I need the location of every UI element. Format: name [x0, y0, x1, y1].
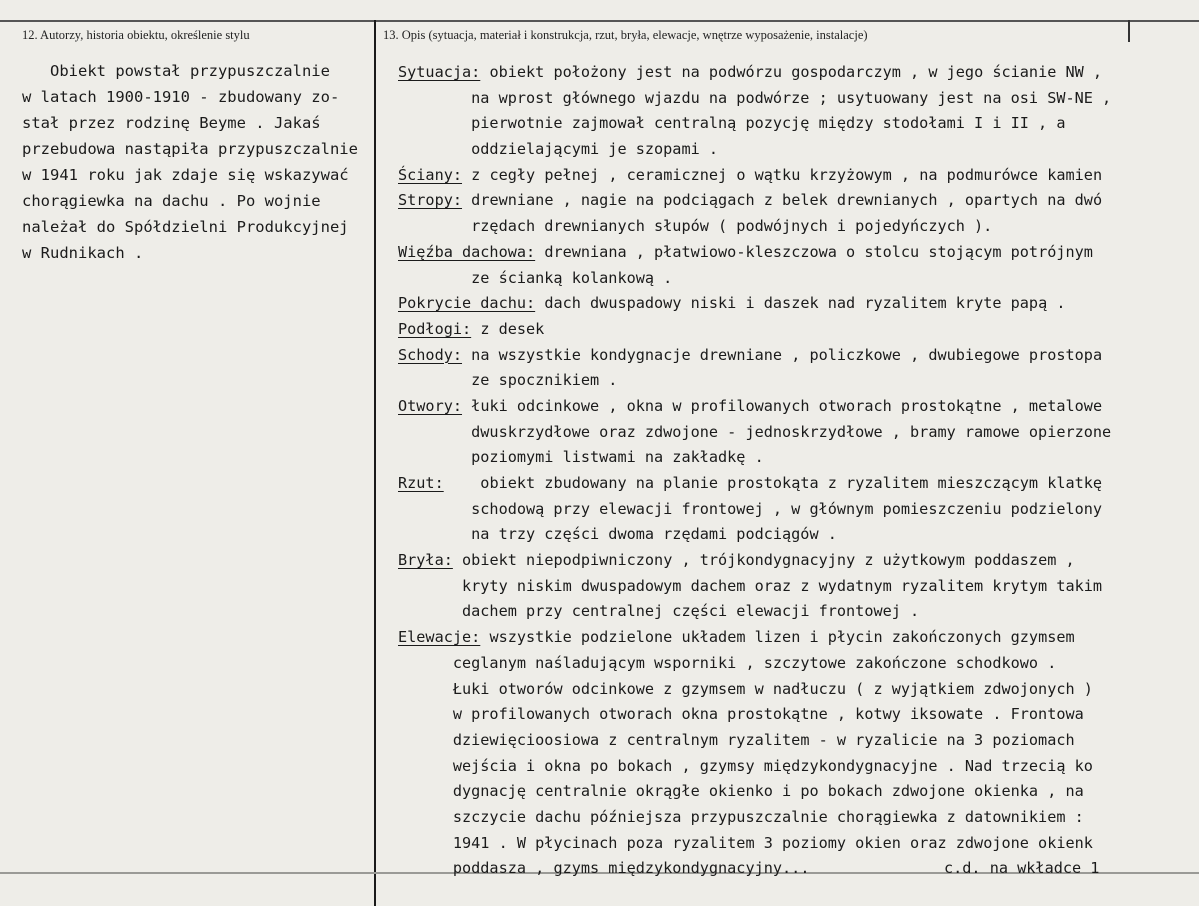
section-text: drewniane , nagie na podciągach z belek drewnianych , opartych na dwó — [471, 191, 1103, 210]
section-first-line — [398, 163, 1196, 189]
section-first-line — [398, 291, 1196, 317]
section-continuation-line — [398, 728, 1196, 754]
section-text: dachem przy centralnej części elewacji frontowej . — [462, 602, 920, 621]
section-continuation-line — [398, 831, 1196, 857]
section-text: dach dwuspadowy niski i daszek nad ryzalitem kryte papą . — [544, 294, 1066, 313]
section-text: Łuki otworów odcinkowe z gzymsem w nadłuczu ( z wyjątkiem zdwojonych ) — [452, 679, 1093, 698]
section-continuation-line — [398, 779, 1196, 805]
section-text: ceglanym naśladującym wsporniki , szczytowe zakończone schodkowo . — [452, 653, 1057, 672]
section-continuation-line — [398, 214, 1196, 240]
section-heading: Pokrycie dachu: — [398, 294, 536, 313]
history-line: w Rudnikach . — [22, 244, 144, 262]
section-continuation-line — [398, 754, 1196, 780]
section-text: szczycie dachu późniejsza przypuszczalnie chorągiewka z datownikiem : — [452, 807, 1084, 826]
history-line: przebudowa nastąpiła przypuszczalnie — [22, 140, 358, 158]
section-continuation-line — [398, 137, 1196, 163]
section-continuation-line — [398, 599, 1196, 625]
section-heading: Podłogi: — [398, 319, 472, 338]
field-12-label: 12. Autorzy, historia obiektu, określenie stylu — [22, 28, 250, 42]
section-text: z desek — [480, 319, 545, 338]
section-text: łuki odcinkowe , okna w profilowanych otworach prostokątne , metalowe — [471, 396, 1103, 415]
section-first-line — [398, 394, 1196, 420]
history-line: należał do Spółdzielni Produkcyjnej — [22, 218, 349, 236]
section-first-line — [398, 240, 1196, 266]
section-first-line — [398, 343, 1196, 369]
history-line: w latach 1900-1910 - zbudowany zo- — [22, 88, 340, 106]
section-text: 1941 . W płycinach poza ryzalitem 3 poziomy okien oraz zdwojone okienk — [452, 833, 1093, 852]
section-text: oddzielającymi je szopami . — [471, 140, 719, 159]
section-first-line — [398, 471, 1196, 497]
history-line: chorągiewka na dachu . Po wojnie — [22, 192, 321, 210]
section-heading: Bryła: — [398, 551, 453, 570]
section-heading: Ściany: — [398, 165, 463, 184]
section-text: dygnację centralnie okrągłe okienko i po bokach zdwojone okienka , na — [452, 782, 1084, 801]
section-continuation-line — [398, 702, 1196, 728]
section-continuation-line — [398, 111, 1196, 137]
top-tick-mark — [1128, 20, 1130, 42]
section-text: obiekt zbudowany na planie prostokąta z ryzalitem mieszczącym klatkę — [452, 474, 1103, 492]
section-text: dwuskrzydłowe oraz zdwojone - jednoskrzydłowe , bramy ramowe opierzone — [471, 422, 1112, 441]
section-text: pierwotnie zajmował centralną pozycję między stodołami I i II , a — [471, 114, 1066, 133]
section-text: rzędach drewnianych słupów ( podwójnych i pojedyńczych ). — [471, 217, 993, 236]
section-text: drewniana , płatwiowo-kleszczowa o stolcu stojącym potrójnym — [544, 242, 1093, 261]
history-line: stał przez rodzinę Beyme . Jakaś — [22, 114, 321, 132]
history-line: w 1941 roku jak zdaje się wskazywać — [22, 166, 349, 184]
section-text: wszystkie podzielone układem lizen i płycin zakończonych gzymsem — [489, 628, 1075, 647]
section-text: poziomymi listwami na zakładkę . — [471, 448, 764, 467]
section-text: ze ścianką kolankową . — [471, 268, 673, 287]
section-text: obiekt położony jest na podwórzu gospodarczym , w jego ścianie NW , — [489, 63, 1103, 81]
section-continuation-line — [398, 445, 1196, 471]
top-rule — [0, 20, 1199, 22]
section-text: poddasza , gzyms międzykondygnacyjny... — [452, 859, 810, 878]
history-line: Obiekt powstał przypuszczalnie — [22, 62, 330, 80]
section-text: ze spocznikiem . — [471, 371, 618, 390]
description-text — [398, 60, 1196, 882]
continuation-note: c.d. na wkładce 1 — [944, 859, 1100, 878]
section-first-line — [398, 60, 1196, 86]
section-first-line — [398, 625, 1196, 651]
field-13-label: 13. Opis (sytuacja, materiał i konstrukcja, rzut, bryła, elewacje, wnętrze wyposażenie, instalacje) — [383, 28, 868, 42]
section-text: obiekt niepodpiwniczony , trójkondygnacyjny z użytkowym poddaszem , — [462, 551, 1075, 570]
history-text — [22, 58, 382, 266]
section-continuation-line — [398, 86, 1196, 112]
section-text: na trzy części dwoma rzędami podciągów . — [471, 525, 837, 544]
section-text: w profilowanych otworach okna prostokątne , kotwy iksowate . Frontowa — [452, 705, 1084, 724]
section-continuation-line — [398, 856, 1196, 882]
section-text: na wprost głównego wjazdu na podwórze ; usytuowany jest na osi SW-NE , — [471, 88, 1112, 107]
section-heading: Rzut: — [398, 474, 444, 492]
section-heading: Elewacje: — [398, 628, 481, 647]
section-heading: Sytuacja: — [398, 63, 481, 81]
section-text: schodową przy elewacji frontowej , w głównym pomieszczeniu podzielony — [471, 499, 1103, 518]
section-continuation-line — [398, 368, 1196, 394]
section-heading: Więźba dachowa: — [398, 242, 536, 261]
section-heading: Stropy: — [398, 191, 463, 210]
section-text: wejścia i okna po bokach , gzymsy międzykondygnacyjne . Nad trzecią ko — [452, 756, 1093, 775]
section-continuation-line — [398, 266, 1196, 292]
section-text: na wszystkie kondygnacje drewniane , policzkowe , dwubiegowe prostopa — [471, 345, 1103, 364]
section-first-line — [398, 548, 1196, 574]
section-continuation-line — [398, 651, 1196, 677]
section-heading: Otwory: — [398, 396, 463, 415]
section-first-line — [398, 317, 1196, 343]
section-continuation-line — [398, 677, 1196, 703]
section-continuation-line — [398, 522, 1196, 548]
section-continuation-line — [398, 574, 1196, 600]
section-continuation-line — [398, 805, 1196, 831]
section-text: kryty niskim dwuspadowym dachem oraz z wydatnym ryzalitem krytym takim — [462, 576, 1103, 595]
section-continuation-line — [398, 497, 1196, 523]
section-heading: Schody: — [398, 345, 463, 364]
section-text: dziewięcioosiowa z centralnym ryzalitem - w ryzalicie na 3 poziomach — [452, 730, 1075, 749]
section-first-line — [398, 188, 1196, 214]
section-continuation-line — [398, 420, 1196, 446]
section-text: z cegły pełnej , ceramicznej o wątku krzyżowym , na podmurówce kamien — [471, 165, 1103, 184]
